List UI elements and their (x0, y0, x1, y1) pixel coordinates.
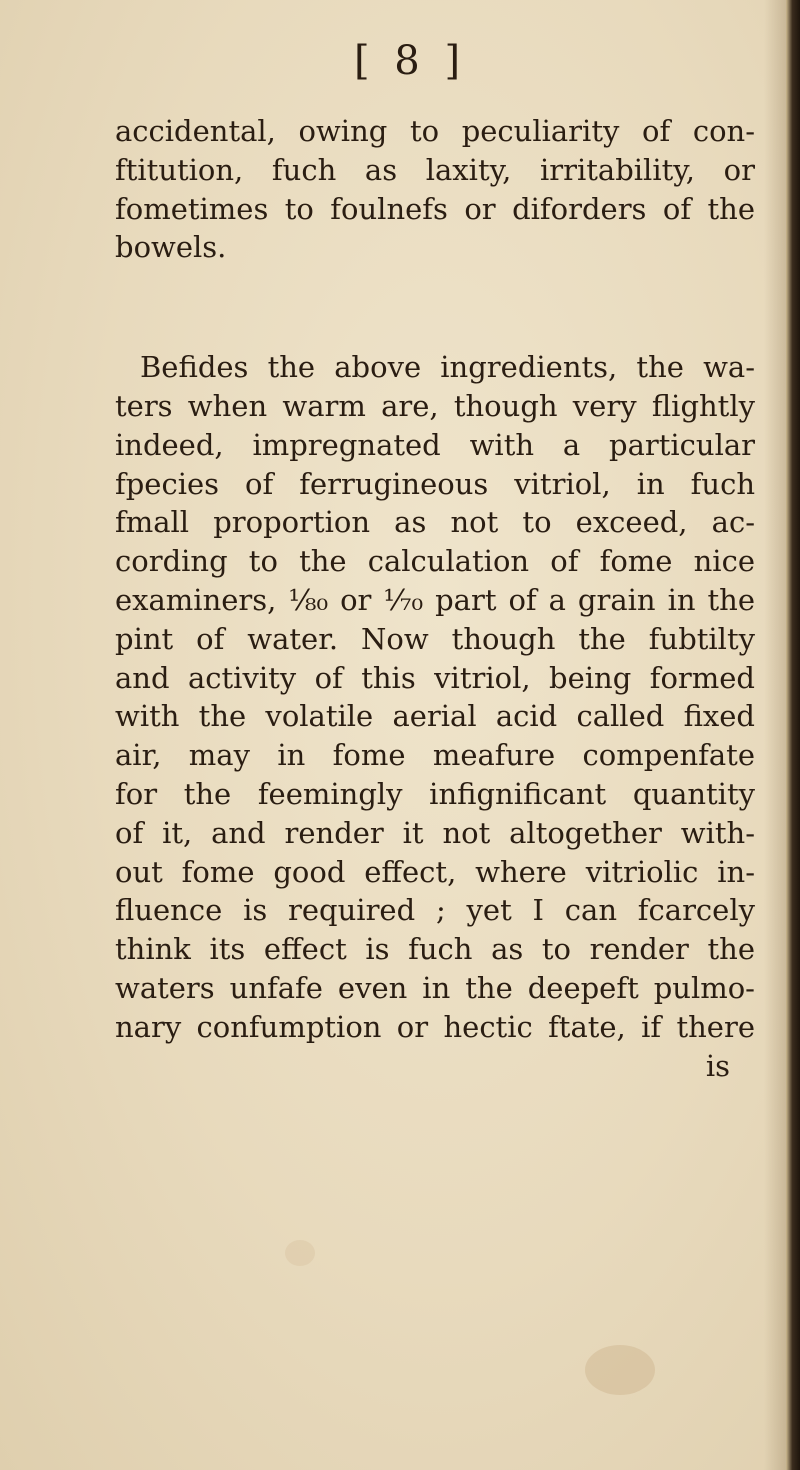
text-line: fmall proportion as not to exceed, ac- (115, 505, 755, 540)
text-line: fpecies of ferrugineous vitriol, in fuch (115, 466, 755, 501)
text-line: nary confumption or hectic ftate, if there (115, 1009, 755, 1044)
text-line: fometimes to foulnefs or diforders of the (115, 191, 755, 226)
text-line: cording to the calculation of fome nice (115, 544, 755, 579)
paper-stain (285, 1240, 315, 1266)
page-body (115, 112, 755, 1085)
page-number-header: [ 8 ] (353, 38, 467, 84)
text-line: fluence is required ; yet I can fcarcely (115, 893, 755, 928)
text-line: examiners, ⅛₀ or ⅟₇₀ part of a grain in the (115, 582, 755, 617)
text-line: accidental, owing to peculiarity of con- (115, 114, 755, 148)
text-line: ters when warm are, though very flightly (115, 388, 755, 423)
page-gutter-shadow (764, 0, 786, 1470)
text-line: and activity of this vitriol, being formed (115, 660, 755, 695)
text-line: waters unfafe even in the deepeft pulmo- (115, 970, 755, 1005)
text-line: air, may in fome meafure compenfate (115, 738, 755, 773)
text-line: bowels. (115, 230, 227, 265)
text-line: ftitution, fuch as laxity, irritability, or (115, 152, 755, 187)
text-line: think its effect is fuch as to render the (115, 932, 755, 967)
catchword: is (705, 1048, 730, 1083)
text-line: for the feemingly infignificant quantity (115, 776, 755, 811)
text-line: with the volatile aerial acid called fixed (115, 699, 755, 734)
page-binding-edge (786, 0, 800, 1470)
text-line: indeed, impregnated with a particular (115, 427, 755, 462)
text-line: out fome good effect, where vitriolic in- (115, 854, 755, 889)
paper-stain (585, 1345, 655, 1395)
paragraph-gap (115, 267, 755, 348)
text-line: Befides the above ingredients, the wa- (140, 350, 755, 385)
text-line: of it, and render it not altogether with- (115, 815, 755, 850)
text-line: pint of water. Now though the fubtilty (115, 621, 755, 656)
